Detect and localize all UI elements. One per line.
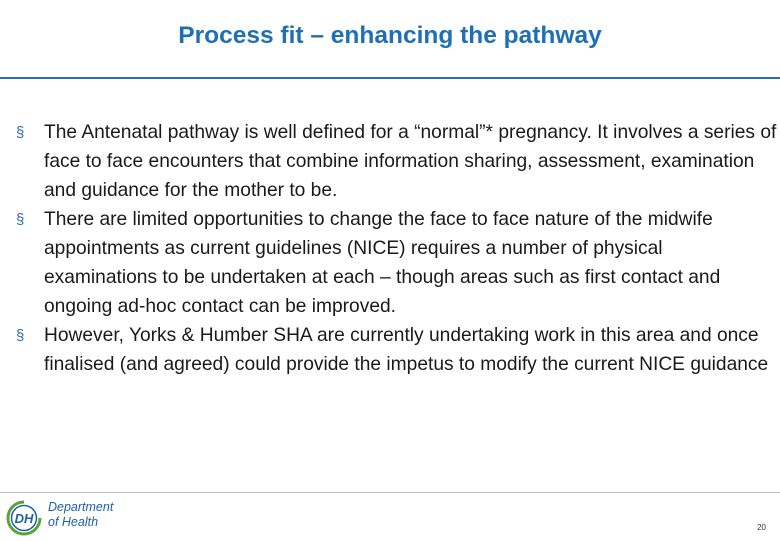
bullet-marker-icon: § [16,124,25,141]
dh-logo-icon [2,500,46,536]
footer-divider [0,492,780,493]
logo-mark: DH [14,511,34,526]
bullet-text: However, Yorks & Humber SHA are currently undertaking work in this area and once finalised (and agreed) could provide the impetus to modify the current NICE guidance [44,325,769,375]
logo-line-of-health: of Health [48,515,99,529]
bullet-item [16,205,778,321]
title-divider [0,77,780,79]
department-of-health-logo [2,500,132,536]
slide-title: Process fit – enhancing the pathway [178,22,602,49]
bullet-item [16,321,778,379]
bullet-marker-icon: § [16,211,25,228]
logo-wordmark [48,500,113,530]
bullet-list [16,118,778,379]
bullet-text: The Antenatal pathway is well defined for a “normal”* pregnancy. It involves a series of face to face encounters that combine information sharing, assessment, examination and guidance for the mother to be. [44,122,777,201]
bullet-marker-icon: § [16,327,25,344]
page-number: 20 [757,523,766,532]
bullet-text: There are limited opportunities to change the face to face nature of the midwife appointments as current guidelines (NICE) requires a number of physical examinations to be undertaken at each – though areas such as first contact and ongoing ad-hoc contact can be improved. [44,209,721,317]
logo-line-department: Department [48,500,114,514]
bullet-item [16,118,778,205]
